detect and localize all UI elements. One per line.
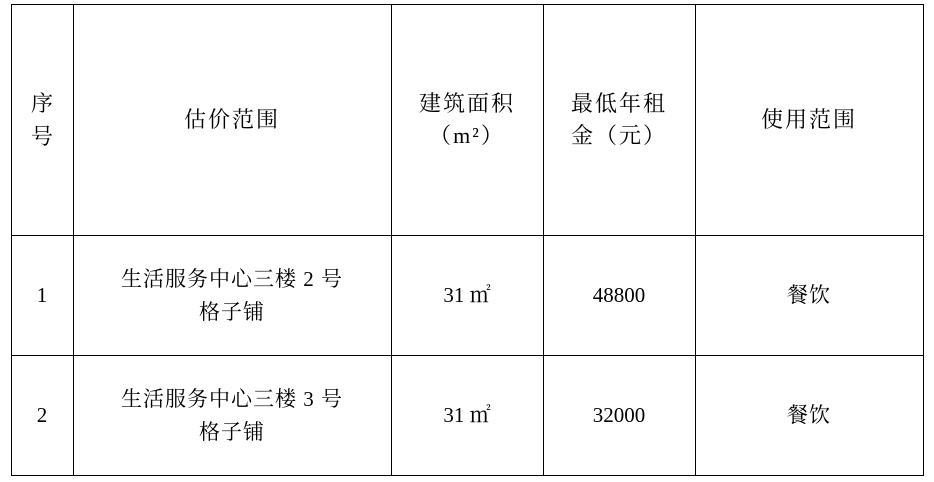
cell-scope-line-2: 格子铺 <box>199 419 265 444</box>
table-row <box>11 356 923 476</box>
valuation-table <box>11 4 924 476</box>
column-header-index-line-1: 序 <box>30 91 53 116</box>
cell-usage: 餐饮 <box>695 236 923 356</box>
cell-scope-line-2: 格子铺 <box>199 299 265 324</box>
table-row <box>11 236 923 356</box>
cell-area: 31 ㎡ <box>391 356 543 476</box>
column-header-usage <box>695 5 923 236</box>
cell-index: 1 <box>11 236 73 356</box>
column-header-rent-line-2: 金（元） <box>570 123 667 148</box>
cell-rent: 48800 <box>543 236 695 356</box>
cell-scope-line-1: 生活服务中心三楼 3 号 <box>121 386 343 411</box>
table-header-row <box>11 5 923 236</box>
column-header-area-line-2: （m²） <box>429 123 505 148</box>
column-header-rent <box>543 5 695 236</box>
column-header-scope <box>73 5 391 236</box>
cell-rent: 32000 <box>543 356 695 476</box>
column-header-index <box>11 5 73 236</box>
cell-usage: 餐饮 <box>695 356 923 476</box>
column-header-usage-line-1: 使用范围 <box>760 107 857 133</box>
column-header-rent-line-1: 最低年租 <box>570 91 667 117</box>
cell-scope <box>73 356 391 476</box>
cell-scope-line-1: 生活服务中心三楼 2 号 <box>121 266 343 291</box>
column-header-area <box>391 5 543 236</box>
cell-area: 31 ㎡ <box>391 236 543 356</box>
cell-scope <box>73 236 391 356</box>
cell-index: 2 <box>11 356 73 476</box>
column-header-index-line-2: 号 <box>30 124 53 149</box>
column-header-area-line-1: 建筑面积 <box>418 91 515 117</box>
column-header-scope-line-1: 估价范围 <box>183 107 280 133</box>
